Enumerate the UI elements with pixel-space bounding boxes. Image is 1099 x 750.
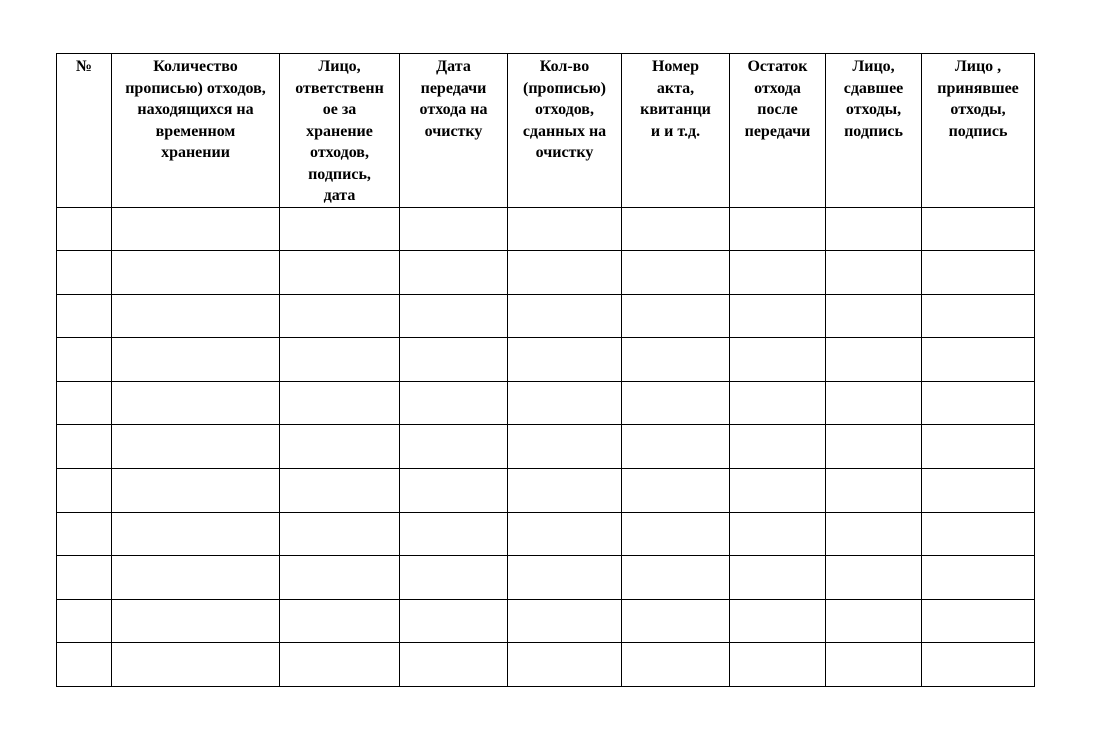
table-cell-person-received (922, 599, 1035, 643)
table-cell-person-received (922, 251, 1035, 295)
table-cell-person-received (922, 469, 1035, 513)
table-cell-remainder (730, 381, 826, 425)
table-cell-person-handed-over (826, 425, 922, 469)
table-cell-responsible-person (280, 599, 400, 643)
table-cell-remainder (730, 251, 826, 295)
table-cell-remainder (730, 338, 826, 382)
header-cell-act-number: Номер акта, квитанци и и т.д. (622, 54, 730, 208)
table-cell-quantity-transferred (508, 207, 622, 251)
header-cell-quantity-in-storage: Количество прописью) отходов, находящихся на временном хранении (112, 54, 280, 208)
table-cell-quantity-in-storage (112, 512, 280, 556)
table-cell-remainder (730, 207, 826, 251)
table-cell-act-number (622, 599, 730, 643)
table-cell-transfer-date (400, 425, 508, 469)
table-cell-remainder (730, 425, 826, 469)
table-cell-responsible-person (280, 294, 400, 338)
table-row (57, 469, 1035, 513)
table-cell-quantity-transferred (508, 643, 622, 687)
table-cell-transfer-date (400, 556, 508, 600)
table-cell-responsible-person (280, 425, 400, 469)
table-cell-person-handed-over (826, 338, 922, 382)
table-row (57, 425, 1035, 469)
table-cell-person-handed-over (826, 643, 922, 687)
table-cell-quantity-in-storage (112, 294, 280, 338)
header-cell-person-handed-over: Лицо, сдавшее отходы, подпись (826, 54, 922, 208)
table-cell-remainder (730, 556, 826, 600)
table-row (57, 599, 1035, 643)
table-cell-responsible-person (280, 251, 400, 295)
table-cell-quantity-in-storage (112, 251, 280, 295)
table-cell-quantity-transferred (508, 294, 622, 338)
table-cell-quantity-transferred (508, 556, 622, 600)
table-cell-responsible-person (280, 512, 400, 556)
table-cell-quantity-transferred (508, 381, 622, 425)
table-cell-transfer-date (400, 381, 508, 425)
table-cell-transfer-date (400, 512, 508, 556)
table-cell-transfer-date (400, 338, 508, 382)
table-cell-number (57, 599, 112, 643)
table-cell-person-handed-over (826, 207, 922, 251)
table-cell-person-handed-over (826, 294, 922, 338)
waste-log-table (56, 53, 1035, 687)
header-cell-transfer-date: Дата передачи отхода на очистку (400, 54, 508, 208)
table-cell-act-number (622, 643, 730, 687)
table-row (57, 294, 1035, 338)
table-cell-person-received (922, 381, 1035, 425)
table-cell-quantity-in-storage (112, 643, 280, 687)
table-cell-transfer-date (400, 251, 508, 295)
table-cell-act-number (622, 469, 730, 513)
table-cell-person-handed-over (826, 512, 922, 556)
table-cell-quantity-in-storage (112, 207, 280, 251)
table-cell-responsible-person (280, 556, 400, 600)
table-row (57, 381, 1035, 425)
table-cell-person-received (922, 425, 1035, 469)
table-cell-act-number (622, 381, 730, 425)
table-cell-number (57, 425, 112, 469)
header-cell-responsible-person: Лицо, ответственн ое за хранение отходов, подпись, дата (280, 54, 400, 208)
table-row (57, 643, 1035, 687)
table-cell-person-handed-over (826, 469, 922, 513)
table-cell-remainder (730, 643, 826, 687)
table-cell-responsible-person (280, 381, 400, 425)
table-cell-responsible-person (280, 338, 400, 382)
table-cell-quantity-transferred (508, 512, 622, 556)
table-row (57, 251, 1035, 295)
table-cell-quantity-transferred (508, 251, 622, 295)
table-cell-number (57, 643, 112, 687)
table-cell-transfer-date (400, 294, 508, 338)
header-cell-quantity-transferred: Кол-во (прописью) отходов, сданных на очистку (508, 54, 622, 208)
table-cell-person-received (922, 556, 1035, 600)
table-cell-number (57, 381, 112, 425)
table-cell-number (57, 338, 112, 382)
table-cell-quantity-in-storage (112, 381, 280, 425)
table-cell-person-handed-over (826, 599, 922, 643)
table-cell-person-handed-over (826, 556, 922, 600)
table-cell-remainder (730, 599, 826, 643)
table-cell-number (57, 207, 112, 251)
table-cell-number (57, 294, 112, 338)
table-cell-quantity-in-storage (112, 469, 280, 513)
table-cell-remainder (730, 512, 826, 556)
table-cell-quantity-transferred (508, 469, 622, 513)
table-cell-act-number (622, 512, 730, 556)
table-cell-transfer-date (400, 207, 508, 251)
header-cell-remainder: Остаток отхода после передачи (730, 54, 826, 208)
table-cell-remainder (730, 469, 826, 513)
table-cell-act-number (622, 207, 730, 251)
table-cell-number (57, 251, 112, 295)
table-cell-quantity-transferred (508, 338, 622, 382)
header-row (57, 54, 1035, 208)
table-row (57, 556, 1035, 600)
table-cell-number (57, 556, 112, 600)
table-cell-number (57, 469, 112, 513)
table-cell-act-number (622, 294, 730, 338)
table-cell-act-number (622, 556, 730, 600)
header-cell-number: № (57, 54, 112, 208)
table-cell-quantity-transferred (508, 425, 622, 469)
table-cell-remainder (730, 294, 826, 338)
table-row (57, 207, 1035, 251)
table-cell-person-handed-over (826, 251, 922, 295)
table-cell-quantity-in-storage (112, 425, 280, 469)
table-cell-person-received (922, 207, 1035, 251)
table-cell-act-number (622, 338, 730, 382)
table-cell-responsible-person (280, 643, 400, 687)
table-cell-transfer-date (400, 599, 508, 643)
table-cell-person-received (922, 643, 1035, 687)
table-cell-quantity-in-storage (112, 599, 280, 643)
table-cell-act-number (622, 251, 730, 295)
table-cell-person-received (922, 512, 1035, 556)
table-row (57, 338, 1035, 382)
table-cell-transfer-date (400, 643, 508, 687)
table-cell-quantity-in-storage (112, 556, 280, 600)
table-cell-responsible-person (280, 207, 400, 251)
table-cell-transfer-date (400, 469, 508, 513)
table-body (57, 207, 1035, 687)
table-cell-person-handed-over (826, 381, 922, 425)
table-cell-responsible-person (280, 469, 400, 513)
table-cell-number (57, 512, 112, 556)
header-cell-person-received: Лицо , принявшее отходы, подпись (922, 54, 1035, 208)
table-cell-quantity-in-storage (112, 338, 280, 382)
table-row (57, 512, 1035, 556)
table-cell-person-received (922, 294, 1035, 338)
table-cell-person-received (922, 338, 1035, 382)
table-cell-quantity-transferred (508, 599, 622, 643)
table-cell-act-number (622, 425, 730, 469)
